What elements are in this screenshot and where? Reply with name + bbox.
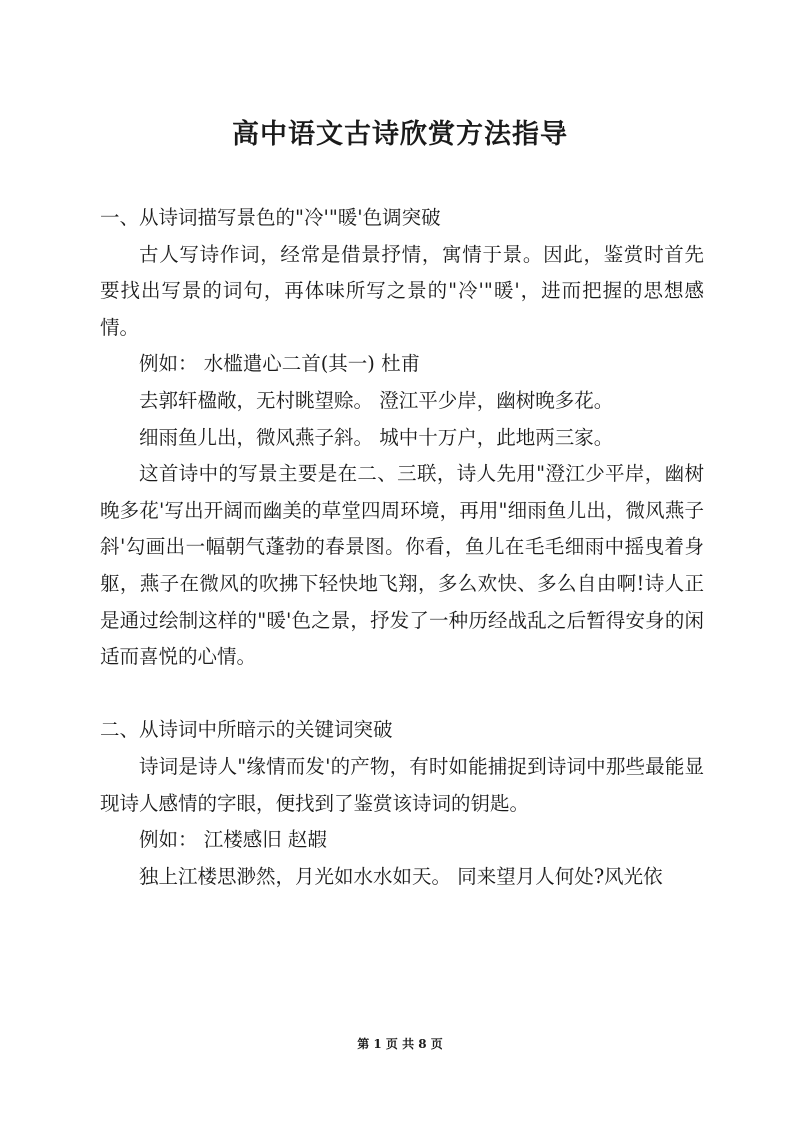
page-footer-indicator: 第 1 页 共 8 页 bbox=[357, 1037, 443, 1051]
section-2-heading: 二、从诗词中所暗示的关键词突破 bbox=[100, 718, 393, 742]
document-body bbox=[100, 200, 704, 895]
section-2-intro-paragraph: 诗词是诗人"缘情而发'的产物，有时如能捕捉到诗词中那些最能显现诗人感情的字眼，便找到了鉴赏该诗词的钥匙。 bbox=[100, 754, 704, 815]
section-1-verse-line-2: 细雨鱼儿出，微风燕子斜。 城中十万户，此地两三家。 bbox=[139, 425, 614, 449]
document-title: 高中语文古诗欣赏方法指导 bbox=[232, 119, 568, 150]
section-1-heading: 一、从诗词描写景色的"冷'"暖'色调突破 bbox=[100, 206, 441, 229]
section-1-verse-line-1: 去郭轩楹敞，无村眺望赊。 澄江平少岸，幽树晚多花。 bbox=[139, 388, 614, 412]
section-2-example-label: 例如： 江楼感旧 赵嘏 bbox=[139, 828, 327, 852]
section-1-analysis-paragraph: 这首诗中的写景主要是在二、三联，诗人先用"澄江少平岸，幽树晚多花'写出开阔而幽美的草堂四周环境，再用"细雨鱼儿出，微风燕子斜'勾画出一幅朝气蓬勃的春景图。你看，鱼儿在毛毛细雨中摇曳着身躯，燕子在微风的吹拂下轻快地飞翔，多么欢快、多么自由啊!诗人正是通过绘制这样的"暖'色之景，抒发了一种历经战乱之后暂得安身的闲适而喜悦的心情。 bbox=[100, 462, 704, 669]
section-1-example-label: 例如： 水槛遣心二首(其一) 杜甫 bbox=[139, 352, 421, 376]
section-1-intro-paragraph: 古人写诗作词，经常是借景抒情，寓情于景。因此，鉴赏时首先要找出写景的词句，再体味所写之景的"冷'"暖'，进而把握的思想感情。 bbox=[100, 242, 704, 339]
section-spacer bbox=[100, 676, 704, 713]
section-2-verse-line-1: 独上江楼思渺然，月光如水水如天。 同来望月人何处?风光依 bbox=[139, 864, 663, 888]
